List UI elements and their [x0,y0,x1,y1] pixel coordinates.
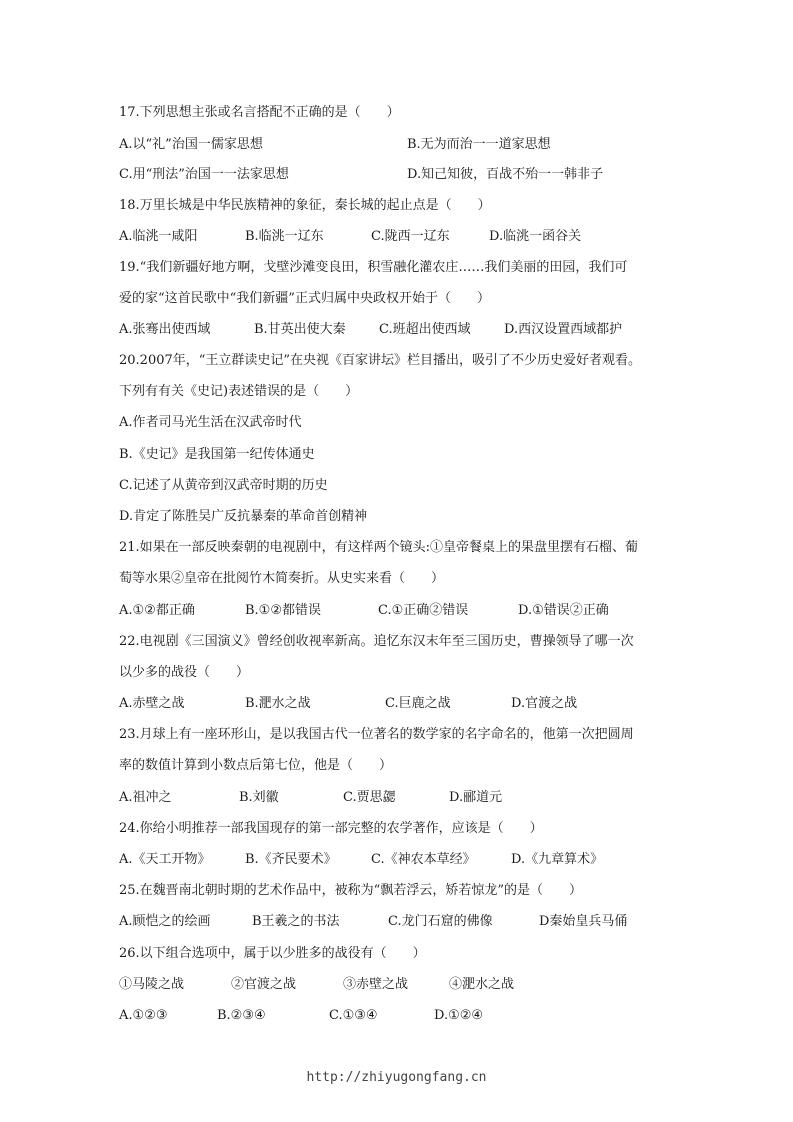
option-c: C.《神农本草经》 [371,852,476,867]
question-22-stem-line-1: 22.电视剧《三国演义》曾经创收视率新高。追忆东汉末年至三国历史，曹操领导了哪一次 [119,634,634,649]
combo-item-1: ①马陵之战 [119,977,185,992]
option-a: A.顾恺之的绘画 [119,914,211,929]
option-b: B.②③④ [217,1008,266,1023]
option-b: B.临洮一辽东 [245,229,324,244]
option-d: D.官渡之战 [511,696,578,711]
option-a: A.《天工开物》 [119,852,211,867]
combo-item-3: ③赤壁之战 [343,977,409,992]
option-d: D.《九章算术》 [511,852,604,867]
question-18-stem: 18.万里长城是中华民族精神的象征，秦长城的起止点是（ ） [119,198,491,213]
question-26-stem: 26.以下组合选项中，属于以少胜多的战役有（ ） [119,946,426,961]
option-b: B.刘徽 [239,790,279,805]
option-b: B.《史记》是我国第一纪传体通史 [119,447,315,462]
question-24-stem: 24.你给小明推荐一部我国现存的第一部完整的农学著作，应该是（ ） [119,821,543,836]
option-a: A.①②都正确 [119,603,195,618]
option-d: D秦始皇兵马俑 [539,914,628,929]
option-a: A.祖冲之 [119,790,172,805]
option-d: D.①②④ [434,1008,484,1023]
option-d: D.郦道元 [449,790,503,805]
option-b: B.①②都错误 [245,603,321,618]
option-c: C.贾思勰 [343,790,396,805]
option-c: C.龙门石窟的佛像 [388,914,493,929]
option-d: D.①错误②正确 [518,603,609,618]
question-20-stem-line-2: 下列有有关《史记)表述错误的是（ ） [119,384,359,399]
option-a: A.以“礼”治国一儒家思想 [119,137,263,152]
question-19-stem-line-2: 爱的家“这首民歌中“我们新疆”正式归属中央政权开始于（ ） [119,291,490,306]
option-c: C.①正确②错误 [378,603,469,618]
combo-item-2: ②官渡之战 [231,977,297,992]
option-d: D.临洮一函谷关 [489,229,582,244]
option-c: C.用“刑法”治国一一法家思想 [119,167,289,182]
option-d: D.肯定了陈胜吴广反抗暴秦的革命首创精神 [119,509,368,524]
question-21-stem-line-2: 萄等水果②皇帝在批阅竹木简奏折。从史实来看（ ） [119,571,445,586]
option-a: A.临洮一咸阳 [119,229,198,244]
option-d: D.西汉设置西域都护 [504,322,623,337]
option-c: C.陇西一辽东 [371,229,450,244]
footer-url[interactable]: http://zhiyugongfang.cn [306,1070,487,1085]
option-a: A.赤壁之战 [119,696,185,711]
option-d: D.知己知彼，百战不殆一一韩非子 [407,167,604,182]
option-b: B.《齐民要术》 [245,852,337,867]
question-23-stem-line-1: 23.月球上有一座环形山，是以我国古代一位著名的数学家的名字命名的，他第一次把圆周 [119,727,634,742]
option-b: B王羲之的书法 [252,914,340,929]
option-b: B.无为而治一一道家思想 [407,137,551,152]
option-a: A.张骞出使西域 [119,322,211,337]
question-25-stem: 25.在魏晋南北朝时期的艺术作品中，被称为“飘若浮云，矫若惊龙”的是（ ） [119,883,582,898]
question-19-stem-line-1: 19.“我们新疆好地方啊，戈壁沙滩变良田，积雪融化灌农庄……我们美丽的田园，我们可 [119,260,628,275]
option-c: C.记述了从黄帝到汉武帝时期的历史 [119,478,328,493]
question-21-stem-line-1: 21.如果在一部反映秦朝的电视剧中，有这样两个镜头:①皇帝餐桌上的果盘里摆有石榴、葡 [119,540,639,555]
option-b: B.甘英出使大秦 [254,322,346,337]
option-c: C.①③④ [329,1008,378,1023]
option-a: A.作者司马光生活在汉武帝时代 [119,415,302,430]
option-a: A.①②③ [119,1008,168,1023]
question-22-stem-line-2: 以少多的战役（ ） [119,665,250,680]
question-23-stem-line-2: 率的数值计算到小数点后第七位，他是（ ） [119,758,393,773]
option-c: C.巨鹿之战 [385,696,451,711]
question-17-stem: 17.下列思想主张或名言搭配不正确的是（ ） [119,105,400,120]
question-20-stem-line-1: 20.2007年，“王立群读史记”在央视《百家讲坛》栏目播出，吸引了不少历史爱好者观看。 [119,353,642,368]
option-b: B.淝水之战 [245,696,311,711]
option-c: C.班超出使西域 [379,322,471,337]
combo-item-4: ④淝水之战 [449,977,515,992]
